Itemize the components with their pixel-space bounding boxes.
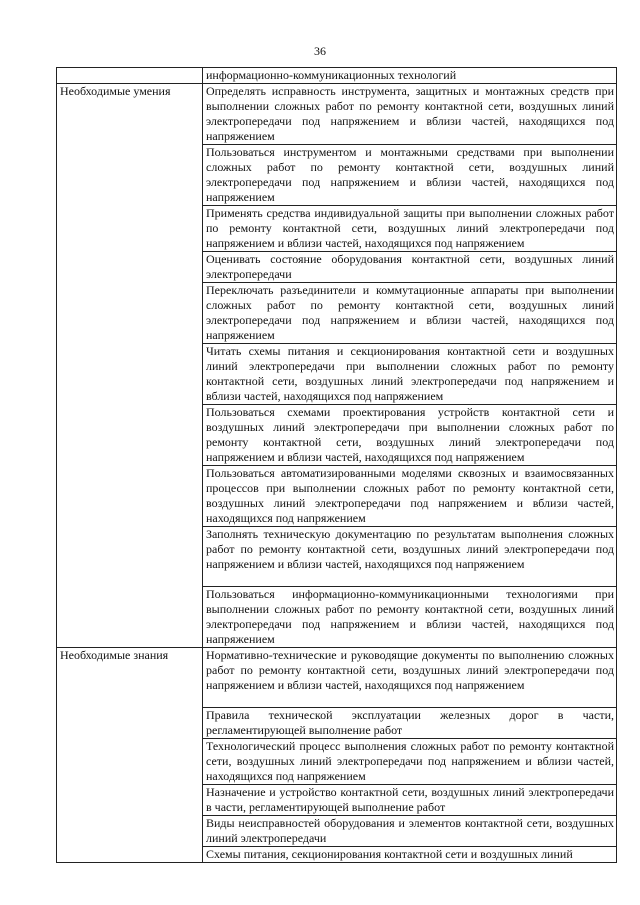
competency-table xyxy=(56,67,617,863)
knowledge-item: Технологический процесс выполнения сложных работ по ремонту контактной сети, воздушных линий электропередачи под напряжением и вблизи частей, находящихся под напряжением xyxy=(203,739,617,785)
skills-label: Необходимые умения xyxy=(57,84,203,648)
continuation-row xyxy=(57,68,617,84)
skill-item: Применять средства индивидуальной защиты при выполнении сложных работ по ремонту контактной сети, воздушных линий электропередачи под напряжением и вблизи частей, находящихся под напряжением xyxy=(203,206,617,252)
knowledge-item: Правила технической эксплуатации железных дорог в части, регламентирующей выполнение работ xyxy=(203,708,617,739)
skill-item: Определять исправность инструмента, защитных и монтажных средств при выполнении сложных работ по ремонту контактной сети, воздушных линий электропередачи под напряжением и вблизи частей, находящихся под напряжением xyxy=(203,84,617,145)
skill-item: Пользоваться информационно-коммуникационными технологиями при выполнении сложных работ по ремонту контактной сети, воздушных линий электропередачи под напряжением и вблизи частей, находящихся под напряжением xyxy=(203,587,617,648)
knowledge-row xyxy=(57,648,617,708)
page-number: 36 xyxy=(314,44,326,58)
knowledge-item: Нормативно-технические и руководящие документы по выполнению сложных работ по ремонту контактной сети, воздушных линий электропередачи под напряжением и вблизи частей, находящихся под напряжением xyxy=(203,648,617,708)
skill-item: Пользоваться инструментом и монтажными средствами при выполнении сложных работ по ремонту контактной сети, воздушных линий электропередачи под напряжением и вблизи частей, находящихся под напряжением xyxy=(203,145,617,206)
skill-item: Пользоваться схемами проектирования устройств контактной сети и воздушных линий электропередачи при выполнении сложных работ по ремонту контактной сети, воздушных линий электропередачи под напряжением и вблизи частей, находящихся под напряжением xyxy=(203,405,617,466)
knowledge-item: Схемы питания, секционирования контактной сети и воздушных линий xyxy=(203,847,617,863)
skill-item: Заполнять техническую документацию по результатам выполнения сложных работ по ремонту контактной сети, воздушных линий электропередачи под напряжением и вблизи частей, находящихся под напряжением xyxy=(203,527,617,587)
knowledge-label: Необходимые знания xyxy=(57,648,203,863)
skills-row xyxy=(57,84,617,145)
skill-item: Пользоваться автоматизированными моделями сквозных и взаимосвязанных процессов при выполнении сложных работ по ремонту контактной сети, воздушных линий электропередачи под напряжением и вблизи частей, находящихся под напряжением xyxy=(203,466,617,527)
continuation-label-cell xyxy=(57,68,203,84)
continuation-text: информационно-коммуникационных технологий xyxy=(203,68,617,84)
skill-item: Читать схемы питания и секционирования контактной сети и воздушных линий электропередачи при выполнении сложных работ по ремонту контактной сети, воздушных линий электропередачи под напряжением и вблизи частей, находящихся под напряжением xyxy=(203,344,617,405)
knowledge-item: Виды неисправностей оборудования и элементов контактной сети, воздушных линий электропередачи xyxy=(203,816,617,847)
skill-item: Переключать разъединители и коммутационные аппараты при выполнении сложных работ по ремонту контактной сети, воздушных линий электропередачи под напряжением и вблизи частей, находящихся под напряжением xyxy=(203,283,617,344)
knowledge-item: Назначение и устройство контактной сети, воздушных линий электропередачи в части, регламентирующей выполнение работ xyxy=(203,785,617,816)
skill-item: Оценивать состояние оборудования контактной сети, воздушных линий электропередачи xyxy=(203,252,617,283)
